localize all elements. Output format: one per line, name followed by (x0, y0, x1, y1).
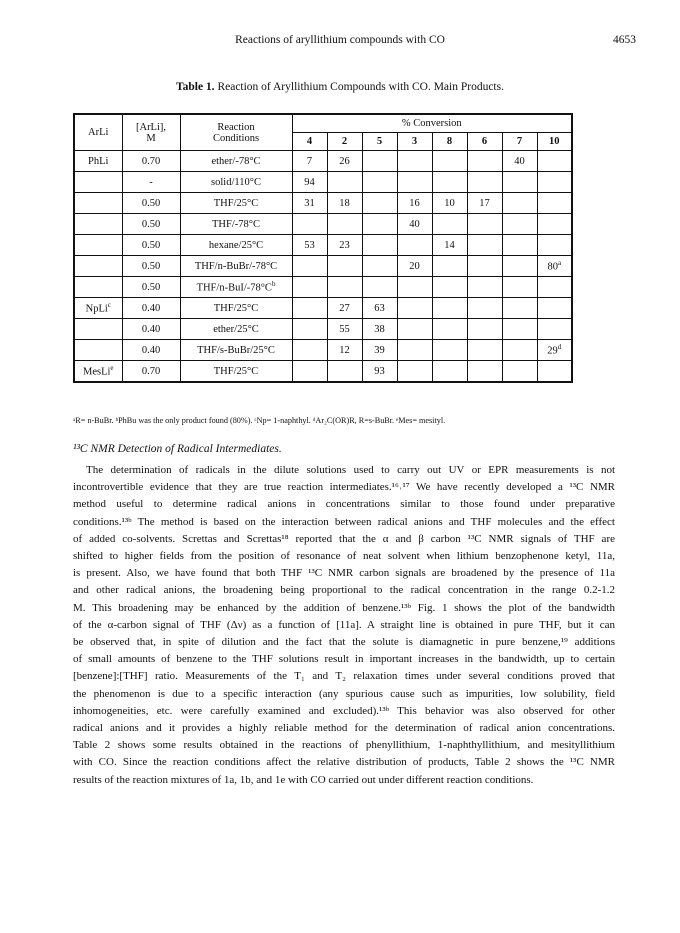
cell-conversion-value (362, 193, 397, 214)
cell-conversion-value (397, 172, 432, 193)
reaction-table-wrapper (73, 113, 573, 383)
cell-conversion-value (362, 277, 397, 298)
section-heading: ¹³C NMR Detection of Radical Intermediates. (73, 443, 282, 455)
table-row (74, 256, 572, 277)
cell-conversion-value: 80$^a$ (537, 256, 572, 277)
cell-conversion-value (397, 277, 432, 298)
cell-arli (74, 235, 122, 256)
paragraph-line: The determination of radicals in the dilute solutions used to carry out UV or EPR measurements is not (86, 464, 615, 476)
cell-arli (74, 256, 122, 277)
cell-conversion-value (537, 214, 572, 235)
paragraph-line: the phenomenon is due to a specific interaction (any spurious cause such as impurities, low solubility, field (73, 687, 615, 700)
cell-conversion-value: 10 (432, 193, 467, 214)
cell-conversion-value (467, 298, 502, 319)
cell-concentration: 0.40 (122, 298, 180, 319)
running-title: Reactions of aryllithium compounds with CO (235, 34, 445, 46)
cell-conversion-value (537, 193, 572, 214)
cell-arli: PhLi (74, 151, 122, 172)
cell-conversion-value: 39 (362, 340, 397, 361)
cell-conversion-value: 17 (467, 193, 502, 214)
cell-conversion-value: 40 (502, 151, 537, 172)
cell-conversion-value (292, 256, 327, 277)
cell-conversion-value (362, 151, 397, 172)
cell-arli (74, 277, 122, 298)
product-number-cell: 7 (502, 133, 537, 151)
cell-conversion-value: 20 (397, 256, 432, 277)
cell-conversion-value (397, 340, 432, 361)
paragraph-line: is present. Also, we have found that both THF ¹³C NMR carbon signals are broadened by the presence of 11a (73, 567, 615, 580)
cell-conversion-value (502, 361, 537, 383)
table-row (74, 361, 572, 383)
table-row (74, 235, 572, 256)
cell-conversion-value (397, 298, 432, 319)
cell-conversion-value (432, 214, 467, 235)
paragraph-line: be observed that, in spite of dilution and the fact that the solute is diamagnetic in pure benzene,¹⁹ additions (73, 636, 615, 649)
paragraph-line: M. This broadening may be enhanced by the addition of benzene.¹³ᵇ Fig. 1 shows the plot of the bandwidth (73, 601, 615, 614)
cell-conversion-value (467, 361, 502, 383)
cell-conversion-value (327, 256, 362, 277)
cell-conversion-value (467, 172, 502, 193)
cell-conversion-value: 93 (362, 361, 397, 383)
table-body (74, 151, 572, 383)
cell-conversion-value (327, 214, 362, 235)
reaction-table (73, 113, 573, 383)
header-concentration: [ArLi], M (122, 114, 180, 151)
paragraph-line: of the α-carbon signal of THF (Δν) as a function of [11a]. A straight line is obtained in pure THF, but it can (73, 618, 615, 631)
paragraph-line: radical anions and it provides a highly reliable method for the determination of radical anion concentrations. (73, 722, 615, 735)
cell-conversion-value (397, 235, 432, 256)
cell-concentration: 0.70 (122, 361, 180, 383)
cell-conversion-value: 16 (397, 193, 432, 214)
table-row (74, 277, 572, 298)
cell-conversion-value (327, 172, 362, 193)
cell-conversion-value (537, 172, 572, 193)
cell-conditions: THF/25°C (180, 193, 292, 214)
cell-conversion-value (467, 340, 502, 361)
cell-arli (74, 172, 122, 193)
cell-conversion-value (502, 172, 537, 193)
paragraph-line: shifted to higher fields from the position of resonance of neat solvent when lithium benzophenone ketyl, 11a, (73, 550, 615, 563)
cell-conditions: solid/110°C (180, 172, 292, 193)
cell-conversion-value (467, 256, 502, 277)
cell-conversion-value: 63 (362, 298, 397, 319)
cell-conversion-value: 27 (327, 298, 362, 319)
cell-concentration: 0.50 (122, 235, 180, 256)
cell-arli (74, 193, 122, 214)
cell-conversion-value (432, 319, 467, 340)
cell-arli (74, 214, 122, 235)
header-arli: ArLi (74, 114, 122, 151)
cell-conversion-value (432, 172, 467, 193)
cell-conditions: ether/25°C (180, 319, 292, 340)
table-row (74, 340, 572, 361)
paragraph-line: method useful to determine radical anions in concentrations similar to those found under preparative (73, 498, 615, 511)
product-number-cell: 4 (292, 133, 327, 151)
table-caption-label: Table 1. (176, 81, 215, 93)
paragraph-line: Table 2 shows some results obtained in the reactions of phenyllithium, 1-naphthyllithium, and mesityllithium (73, 739, 615, 752)
cell-conversion-value (432, 361, 467, 383)
cell-concentration: - (122, 172, 180, 193)
cell-conversion-value (537, 298, 572, 319)
header-conversion: % Conversion (292, 114, 572, 133)
cell-concentration: 0.50 (122, 193, 180, 214)
cell-conversion-value (537, 277, 572, 298)
cell-conversion-value (467, 214, 502, 235)
cell-conversion-value: 31 (292, 193, 327, 214)
paragraph-line: conditions.¹³ᵇ The method is based on the interaction between radical anions and THF molecules and the effect (73, 515, 615, 528)
cell-conversion-value: 94 (292, 172, 327, 193)
cell-conditions: THF/-78°C (180, 214, 292, 235)
page-header (0, 34, 680, 50)
cell-arli (74, 340, 122, 361)
cell-conversion-value (362, 214, 397, 235)
cell-conditions: THF/$n-BuI/-78^\circ C^b$ (180, 277, 292, 298)
table-footnote: ᵃR= n-BuBr. ᵇPhBu was the only product found (80%). ᶜNp= 1-naphthyl. ᵈAr₂C(OR)R, R=s-BuBr. ᵉMes= mesityl. (73, 416, 446, 425)
paragraph-line: incontrovertible evidence that they are true reaction intermediates.¹⁶˒¹⁷ We have recently developed a ¹³C NMR (73, 481, 615, 494)
cell-conversion-value: 23 (327, 235, 362, 256)
cell-conversion-value (502, 340, 537, 361)
table-caption (0, 81, 680, 93)
paragraph-line: with CO. Since the reaction conditions affect the relative distribution of products, Table 2 shows the ¹³C NMR (73, 756, 615, 769)
cell-conversion-value: 40 (397, 214, 432, 235)
product-number-cell: 5 (362, 133, 397, 151)
cell-conversion-value (292, 340, 327, 361)
product-number-cell: 6 (467, 133, 502, 151)
cell-conversion-value (502, 277, 537, 298)
cell-arli (74, 319, 122, 340)
cell-conversion-value: 29$^d$ (537, 340, 572, 361)
cell-conversion-value: 7 (292, 151, 327, 172)
page-number: 4653 (613, 34, 636, 46)
cell-conversion-value: 26 (327, 151, 362, 172)
cell-conversion-value (467, 151, 502, 172)
cell-conversion-value (397, 319, 432, 340)
cell-conversion-value (432, 340, 467, 361)
cell-conversion-value (502, 235, 537, 256)
cell-conditions: THF/25°C (180, 361, 292, 383)
cell-conversion-value: 14 (432, 235, 467, 256)
cell-conditions: THF/n-BuBr/-78°C (180, 256, 292, 277)
cell-conversion-value (432, 256, 467, 277)
cell-conversion-value (537, 151, 572, 172)
table-row (74, 151, 572, 172)
cell-conversion-value (292, 214, 327, 235)
cell-conversion-value (362, 256, 397, 277)
cell-conversion-value (432, 277, 467, 298)
cell-conversion-value (537, 361, 572, 383)
cell-conversion-value (467, 277, 502, 298)
product-number-cell: 3 (397, 133, 432, 151)
paragraph-line: [benzene]:[THF] ratio. Measurements of the T₁ and T₂ relaxation times under several conditions proved that (73, 670, 615, 683)
cell-concentration: 0.40 (122, 340, 180, 361)
table-row (74, 214, 572, 235)
cell-conversion-value (537, 235, 572, 256)
cell-conditions: ether/-78°C (180, 151, 292, 172)
body-paragraph (73, 462, 615, 789)
header-conditions: Reaction Conditions (180, 114, 292, 151)
cell-concentration: 0.50 (122, 256, 180, 277)
cell-conversion-value (292, 298, 327, 319)
cell-conversion-value (362, 172, 397, 193)
cell-concentration: 0.50 (122, 277, 180, 298)
cell-conversion-value (327, 277, 362, 298)
paragraph-line: results of the reaction mixtures of 1a, 1b, and 1e with CO carried out under different reaction conditions. (73, 773, 534, 786)
cell-conditions: hexane/25°C (180, 235, 292, 256)
cell-conversion-value (502, 214, 537, 235)
table-row (74, 319, 572, 340)
cell-arli: NpLi$^c$ (74, 298, 122, 319)
table-row (74, 172, 572, 193)
cell-conversion-value (292, 277, 327, 298)
table-caption-text: Reaction of Aryllithium Compounds with CO. Main Products. (214, 81, 504, 93)
cell-conversion-value (292, 319, 327, 340)
cell-conversion-value (397, 151, 432, 172)
cell-concentration: 0.40 (122, 319, 180, 340)
cell-conversion-value (502, 193, 537, 214)
cell-arli: MesLi$^e$ (74, 361, 122, 383)
cell-conversion-value (502, 319, 537, 340)
table-row (74, 298, 572, 319)
cell-concentration: 0.70 (122, 151, 180, 172)
cell-conversion-value: 53 (292, 235, 327, 256)
cell-conversion-value: 18 (327, 193, 362, 214)
product-number-cell: 8 (432, 133, 467, 151)
cell-conversion-value (502, 256, 537, 277)
cell-conversion-value (467, 235, 502, 256)
paragraph-line: inhomogeneities, etc. were carefully examined and excluded).¹³ᵇ This behavior was also observed for other (73, 704, 615, 717)
cell-conversion-value (432, 298, 467, 319)
cell-conversion-value: 12 (327, 340, 362, 361)
cell-conditions: THF/s-BuBr/25°C (180, 340, 292, 361)
cell-conversion-value (292, 361, 327, 383)
cell-concentration: 0.50 (122, 214, 180, 235)
cell-conversion-value (467, 319, 502, 340)
cell-conversion-value (327, 361, 362, 383)
cell-conversion-value (537, 319, 572, 340)
product-number-cell: 2 (327, 133, 362, 151)
product-number-cell: 10 (537, 133, 572, 151)
cell-conditions: THF/25°C (180, 298, 292, 319)
paragraph-line: and other radical anions, the broadening being proportional to the radical concentration in the range 0.2-1.2 (73, 584, 615, 597)
cell-conversion-value (397, 361, 432, 383)
paragraph-line: of added co-solvents. Screttas and Screttas¹⁸ reported that the α and β carbon ¹³C NMR signals of THF are (73, 532, 615, 545)
cell-conversion-value: 38 (362, 319, 397, 340)
cell-conversion-value (502, 298, 537, 319)
cell-conversion-value: 55 (327, 319, 362, 340)
table-row (74, 193, 572, 214)
paragraph-line: of small amounts of benzene to the THF solutions result in important increases in the bandwidth, up to certain (73, 653, 615, 666)
cell-conversion-value (362, 235, 397, 256)
cell-conversion-value (432, 151, 467, 172)
table-header-row (74, 114, 572, 133)
